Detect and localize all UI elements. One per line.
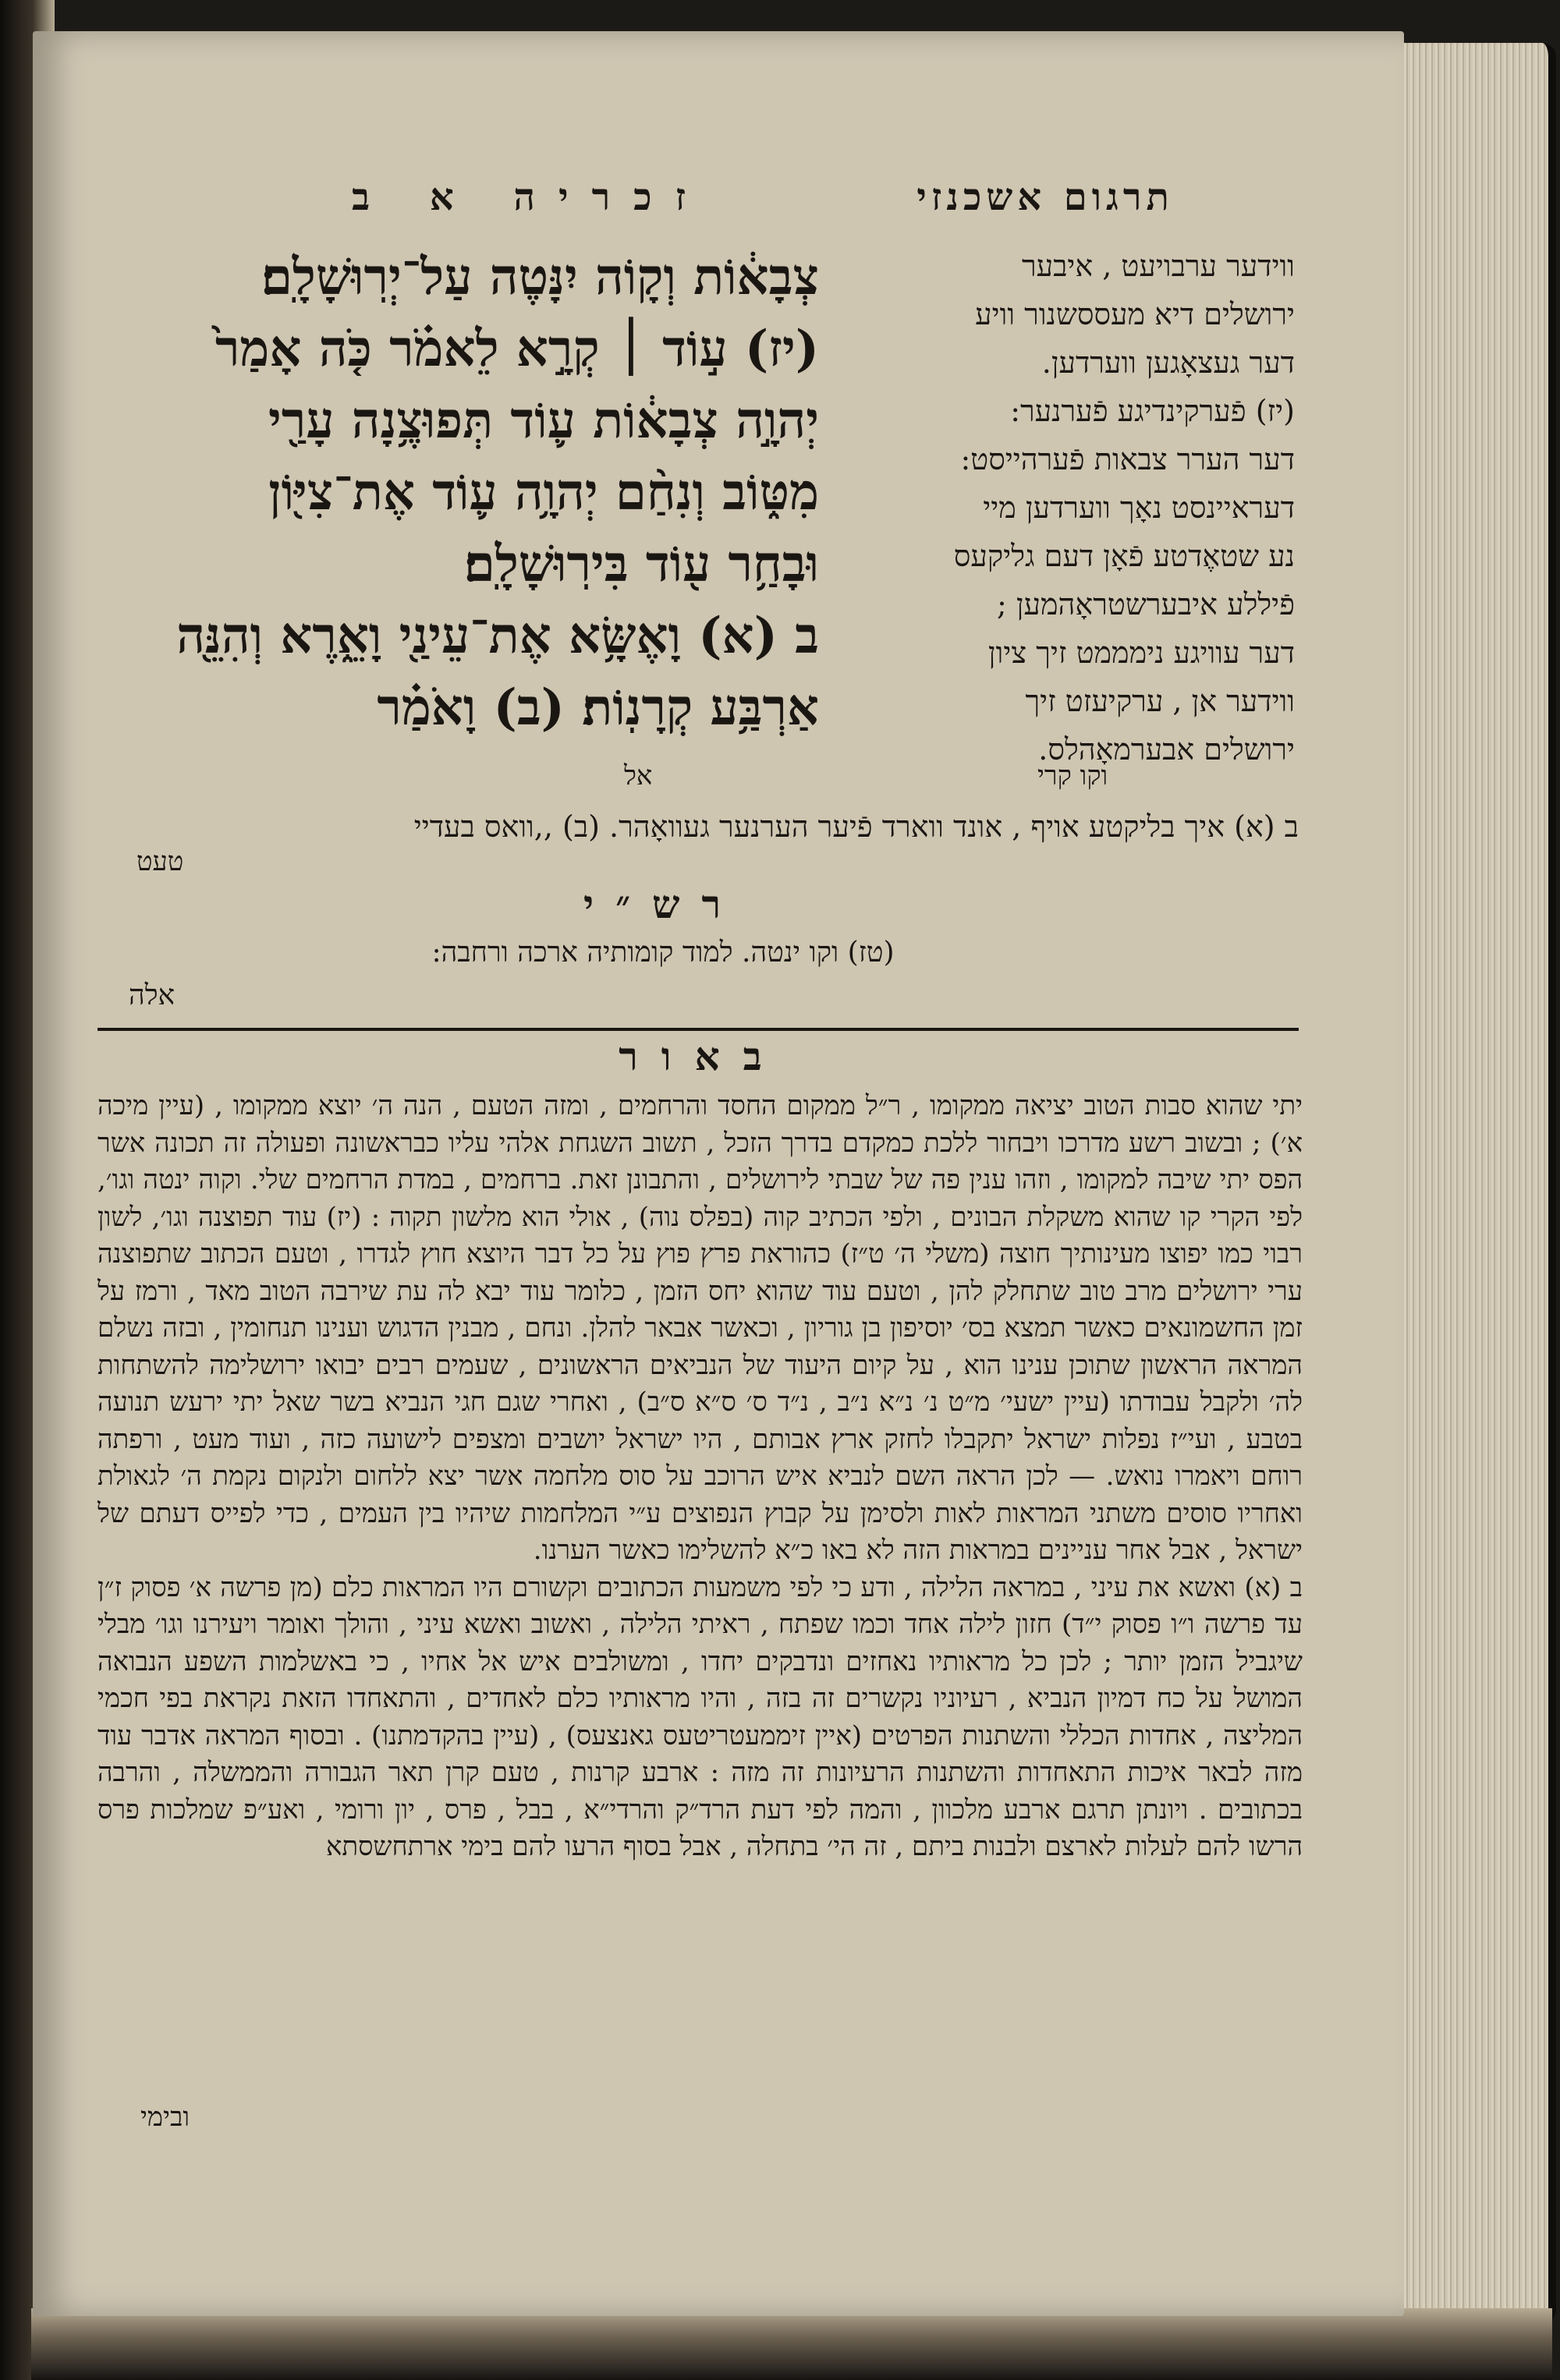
page-edges: [1404, 43, 1556, 2324]
qere-note: אל: [624, 760, 653, 792]
translation-line: דער עוויגע נימממט זיך ציון: [987, 636, 1295, 670]
translation-line: נע שטאֶדטע פֿאָן דעם גליקעס: [953, 539, 1295, 573]
hebrew-line: צְבָא֔וֹת וְקָוֹה יִנָּטֶה עַל־יְרֽוּשָׁלָֽם׃: [261, 248, 819, 306]
translation-line: ווידער אן , ערקיעזט זיך: [1025, 684, 1295, 718]
qere-note: וקו קרי: [1037, 760, 1108, 792]
translation-line: פֿיללע איבערשטראָהמען ;: [996, 587, 1295, 622]
translation-column: [827, 242, 1295, 774]
rashi-catchword: אלה: [129, 979, 176, 1011]
rashi-heading: רש״י: [583, 881, 743, 927]
hebrew-line: אַרְבַּ֥ע קְרָנֽוֹת׃ (ב) וָאֹמַ֗ר: [377, 678, 819, 737]
book-bottom-edge: [31, 2308, 1552, 2380]
hebrew-line: (יז) ע֣וֹד ׀ קְרָ֣א לֵאמֹ֗ר כֹּ֤ה אָמַר֙: [214, 320, 819, 378]
section-divider: [98, 1028, 1299, 1031]
hebrew-line: יְהוָ֣ה צְבָא֔וֹת ע֛וֹד תְּפוּצֶ֥נָה עָרַ֖י: [268, 391, 819, 450]
translation-continuation: ב (א) איך בליקטע אויף , אונד ווארד פֿיער הערנער געוואָהר. (ב) ,,וואס בעדיי: [413, 809, 1299, 844]
translation-line: דער געצאָגען ווערדען.: [1041, 345, 1295, 380]
biur-paragraph: ב (א) ואשא את עיני , במראה הלילה , ודע כי לפי משמעות הכתובים וקשורם היו המראות כלם (מן פרשה א׳ פסוק ז״ן עד פרשה ו״ו פסוק י״ד) חזון לילה אחד וכמו שפתח , ראיתי הלילה , ואשוב ואשא עיני , והולך ואומר ויעירנו וגו׳ מבלי שיגביל הזמן יותר ; לכן כל מראותיו נאחזים ונדבקים יחדו , ומשולבים איש אל אחיו , כי באשלמות השפע הנבואה המושל על כח דמיון הנביא , רעיוניו נקשרים זה בזה , והיו מראותיו כלם לאחדים , והתאחדו הזאת נקראת בפי חכמי המליצה , אחדות הכללי והשתנות הפרטים (איין זיממעטריטעס גאנצעס) , (עיין בהקדמתנו) . ובסוף המראה אדבר עוד מזה לבאר איכות התאחדות והשתנות הרעיונות זה מזה : ארבע קרנות , טעם קרן תאר הגבורה והממשלה , והרבה בכתובים . ויונתן תרגם ארבע מלכוון , והמה לפי דעת הרד״ק והרדי״א , בבל , פרס , יון ורומי , ואע״פ שמלכות פרס הרשו להם לעלות לארצם ולבנות ביתם , זה הי׳ בתחלה , אבל בסוף הרעו להם בימי ארתחשסתא: [98, 1571, 1303, 1862]
page-catchword: ובימי: [140, 2102, 190, 2133]
hebrew-line: ב (א) וָאֶשָּׂ֥א אֶת־עֵינַ֖י וָאֵ֑רֶא וְהִנֵּ֖ה: [176, 607, 819, 665]
translation-line: ירושלים דיא מעססשנור וויע: [975, 297, 1295, 331]
translation-line: ירושלים אבערמאָהלס.: [1038, 732, 1295, 767]
translation-header: תרגום אשכנזי: [916, 175, 1174, 219]
biur-paragraph: יתי שהוא סבות הטוב יציאה ממקומו , ר״ל ממקום החסד והרחמים , ומזה הטעם , הנה ה׳ יוצא ממקומו , (עיין מיכה א׳) ; ובשוב רשע מדרכו ויבחור ללכת כמקדם בדרך הזכל , תשוב השגחת אלהי עליו כבראשונה ופעולה זה תכונה אשר הפס יתי שיבה למקומו , וזהו ענין פה של שבתי לירושלים , והתבונן זאת. ברחמים , במדת הרחמים שלי. וקוה ינטה וגו׳, לפי הקרי קו שהוא משקלת הבונים , ולפי הכתיב קוה (בפלס נוה) , אולי הוא מלשון תקוה : (יז) עוד תפוצנה וגו׳, לשון רבוי כמו יפוצו מעינותיך חוצה (משלי ה׳ ט״ז) כהוראת פרץ פוץ על כל דבר היוצא חוץ לגדרו , וטעם הכתוב שתפוצנה ערי ירושלים מרב טוב שתחלק להן , וטעם עוד שהוא יחס הזמן , כלומר עוד יבא לה עת שירבה הטוב מאד , ורמז על זמן החשמונאים כאשר תמצא בס׳ יוסיפון בן גוריון , וכאשר אבאר להלן. ונחם , מבנין הדגוש וענינו תנחומין , ובזה נשלם המראה הראשון שתוכן ענינו הוא , על קיום היעוד של הנביאים הראשונים , שעמים רבים יבואו ירושלימה להשתחות לה׳ ולקבל עבודתו (עיין ישעי׳ מ״ט נ׳ נ״א נ״ב , נ״ד ס׳ ס״א ס״ב) , ואחרי שגם חגי הנביא בשר שאל יתי ירעש תנועה בטבע , ועי״ז נפלות ישראל יתקבלו לחזק ארץ אבותם , היו ישראל יושבים ומצפים לישועה כזה , ועוד מעט , ורפתה רוחם ויאמרו נואש. — לכן הראה השם לנביא איש הרוכב על סוס מלחמה אשר יצא ללחום ולנקום נקמת ה׳ לגאולת ואחריו סוסים משתני המראות לאות ולסימן על קבוץ הנפוצים ע״י המלחמות שיהיו בין העמים , כדי לפייס דעתם של ישראל , אבל אחר עניינים במראות הזה לא באו כ״א להשלימו כאשר הערנו.: [98, 1090, 1303, 1566]
translation-line: דער הערר צבאות פֿערהייסט:: [960, 442, 1295, 476]
rashi-text: (טז) וקו ינטה. למוד קומותיה ארכה ורחבה:: [431, 937, 895, 969]
running-head: זכריה א ב: [352, 175, 709, 219]
biur-commentary: [98, 1088, 1303, 1866]
hebrew-line: מִטּ֑וֹב וְנִחַ֨ם יְהוָ֥ה ע֛וֹד אֶת־צִיּ֖וֹן: [268, 463, 819, 522]
translation-line: (יז) פֿערקינדיגע פֿערנער:: [1010, 394, 1295, 428]
hebrew-text-column: [98, 242, 819, 744]
translation-overflow-word: טעט: [136, 846, 184, 877]
hebrew-line: וּבָחַ֥ר ע֖וֹד בִּירֽוּשָׁלָֽם׃: [463, 535, 819, 593]
translation-line: דעראיינסט נאָך ווערדען מיי: [983, 491, 1295, 525]
translation-line: ווידער ערבויעט , איבער: [1021, 249, 1295, 283]
biur-heading: באור: [619, 1033, 785, 1079]
